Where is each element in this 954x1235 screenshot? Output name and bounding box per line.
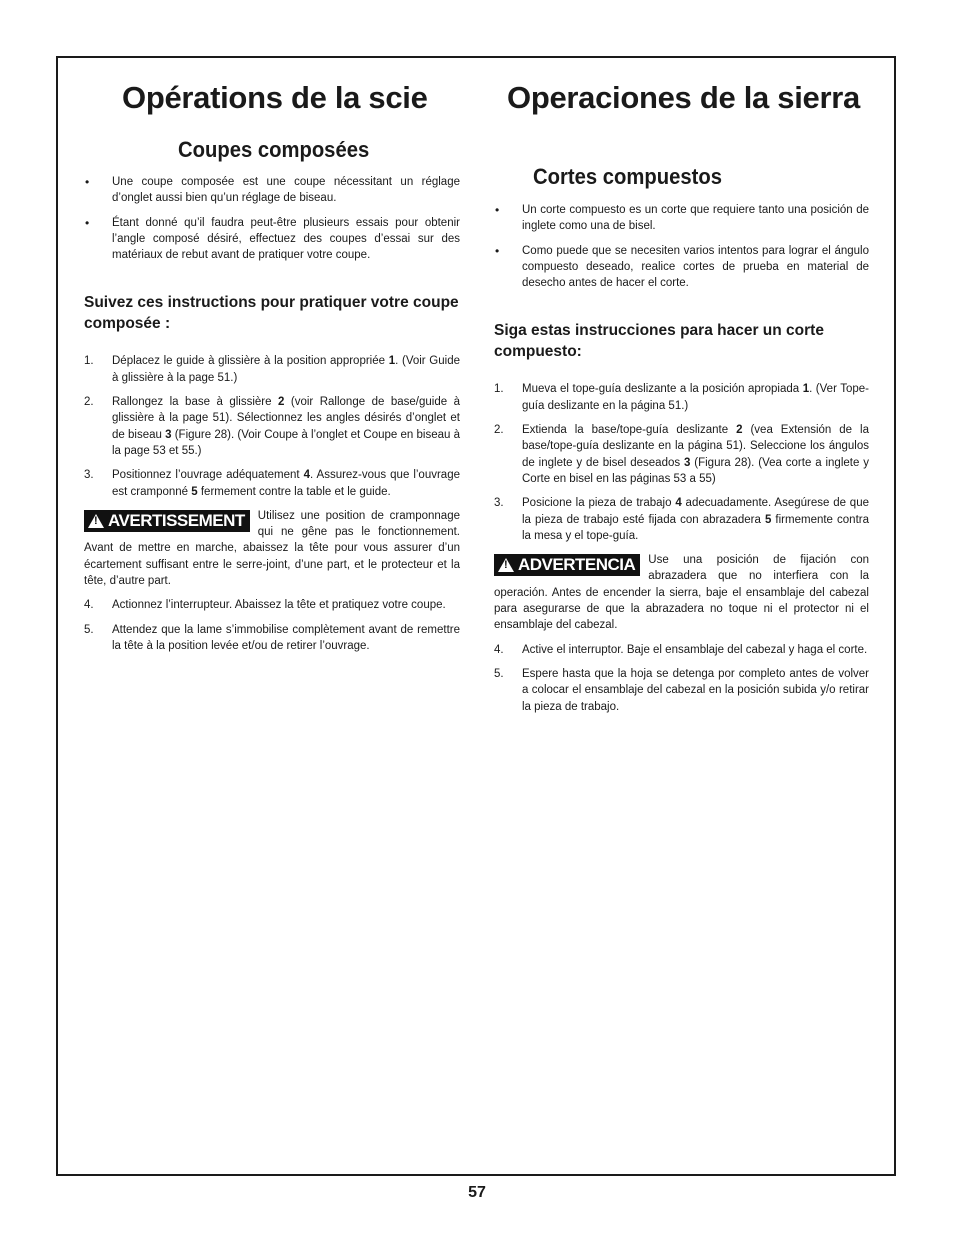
list-item: 2. Extienda la base/tope-guía deslizante 2 (vea Extensión de la base/tope-guía deslizante en la página 51). Seleccione los ángulos de inglete y de bisel deseados 3 (Figura 28). (Vea corte a inglete y Corte en bisel en las páginas 53 a 55) — [494, 424, 869, 485]
list-item: 5. Espere hasta que la hoja se detenga por completo antes de volver a colocar el ensamblaje del cabezal en la posición subida y/o retirar la pieza de trabajo. — [494, 667, 869, 713]
step-number: 2. — [84, 396, 94, 409]
warning-badge: ! ADVERTENCIA — [494, 554, 640, 576]
step-number: 4. — [494, 643, 504, 656]
warning-triangle-icon — [88, 514, 104, 528]
bullet-list — [84, 174, 460, 263]
list-item: • Étant donné qu’il faudra peut-être plusieurs essais pour obtenir l’angle composé désiré, effectuez des coupes d’essai sur des matériaux de rebut avant de pratiquer votre coupe. — [84, 215, 460, 264]
warning-badge: ! AVERTISSEMENT — [84, 510, 250, 532]
list-item: 4. Active el interruptor. Baje el ensamblaje del cabezal y haga el corte. — [494, 642, 869, 658]
step-number: 5. — [84, 623, 94, 636]
list-item: • Un corte compuesto es un corte que requiere tanto una posición de inglete como una de bisel. — [494, 202, 869, 235]
step-number: 3. — [84, 469, 94, 482]
step-number: 2. — [494, 424, 504, 437]
steps-list — [84, 353, 460, 499]
warning-text: Utilisez une position de cramponnage qui ne gêne pas le fonctionnement. Avant de mettre en marche, abaissez la tête pour vous assurer d’un écartement suffisant entre le serre-joint, d’une part, et le protecteur et la tête, d’autre part. — [84, 509, 460, 588]
warning-block — [494, 552, 869, 633]
spanish-column — [494, 202, 869, 723]
warning-text: Use una posición de fijación con abrazadera que no interfiera con la operación. Antes de encender la sierra, baje el ensamblaje del cabezal para asegurarse de que la abrazadera no toque ni el protector ni el ensamblaje del cabezal. — [494, 554, 869, 632]
steps-list-continued — [494, 642, 869, 715]
section-heading-french: Coupes composées — [178, 137, 370, 162]
warning-triangle-icon — [498, 558, 514, 572]
instructions-heading: Siga estas instrucciones para hacer un corte compuesto: — [494, 322, 824, 361]
french-column — [84, 174, 460, 662]
page-title-spanish: Operaciones de la sierra — [507, 80, 860, 115]
list-item: 2. Rallongez la base à glissière 2 (voir Rallonge de base/guide à glissière à la page 51). Sélectionnez les angles désirés d’onglet et de biseau 3 (Figure 28). (Voir Coupe à l’onglet et Coupe en biseau à la page 53 et 55.) — [84, 396, 460, 457]
step-number: 3. — [494, 497, 504, 510]
list-item: 1. Déplacez le guide à glissière à la position appropriée 1. (Voir Guide à glissière à la page 51.) — [84, 355, 460, 384]
bullet-list — [494, 202, 869, 291]
page-number: 57 — [468, 1184, 486, 1201]
steps-list — [494, 381, 869, 544]
step-number: 4. — [84, 599, 94, 612]
section-heading-spanish: Cortes compuestos — [533, 164, 722, 189]
list-item: 3. Posicione la pieza de trabajo 4 adecuadamente. Asegúrese de que la pieza de trabajo esté fijada con abrazadera 5 firmemente contra la mesa y el tope-guía. — [494, 497, 869, 542]
step-number: 1. — [494, 383, 504, 396]
list-item: 3. Positionnez l’ouvrage adéquatement 4. Assurez-vous que l’ouvrage est cramponné 5 fermement contre la table et le guide. — [84, 469, 460, 498]
step-number: 1. — [84, 355, 94, 368]
instructions-heading: Suivez ces instructions pour pratiquer votre coupe composée : — [84, 294, 459, 333]
page-title-french: Opérations de la scie — [122, 80, 428, 115]
warning-block — [84, 508, 460, 589]
list-item: • Como puede que se necesiten varios intentos para lograr el ángulo compuesto deseado, realice cortes de prueba en material de desecho antes de hacer el corte. — [494, 243, 869, 292]
list-item: 1. Mueva el tope-guía deslizante a la posición apropiada 1. (Ver Tope-guía deslizante en la página 51.) — [494, 383, 869, 412]
steps-list-continued — [84, 597, 460, 654]
list-item: • Une coupe composée est une coupe nécessitant un réglage d’onglet aussi bien qu’un réglage de biseau. — [84, 174, 460, 207]
list-item: 5. Attendez que la lame s’immobilise complètement avant de remettre la tête à la position levée et/ou de retirer l’ouvrage. — [84, 623, 460, 652]
list-item: 4. Actionnez l’interrupteur. Abaissez la tête et pratiquez votre coupe. — [84, 597, 460, 613]
step-number: 5. — [494, 667, 504, 680]
